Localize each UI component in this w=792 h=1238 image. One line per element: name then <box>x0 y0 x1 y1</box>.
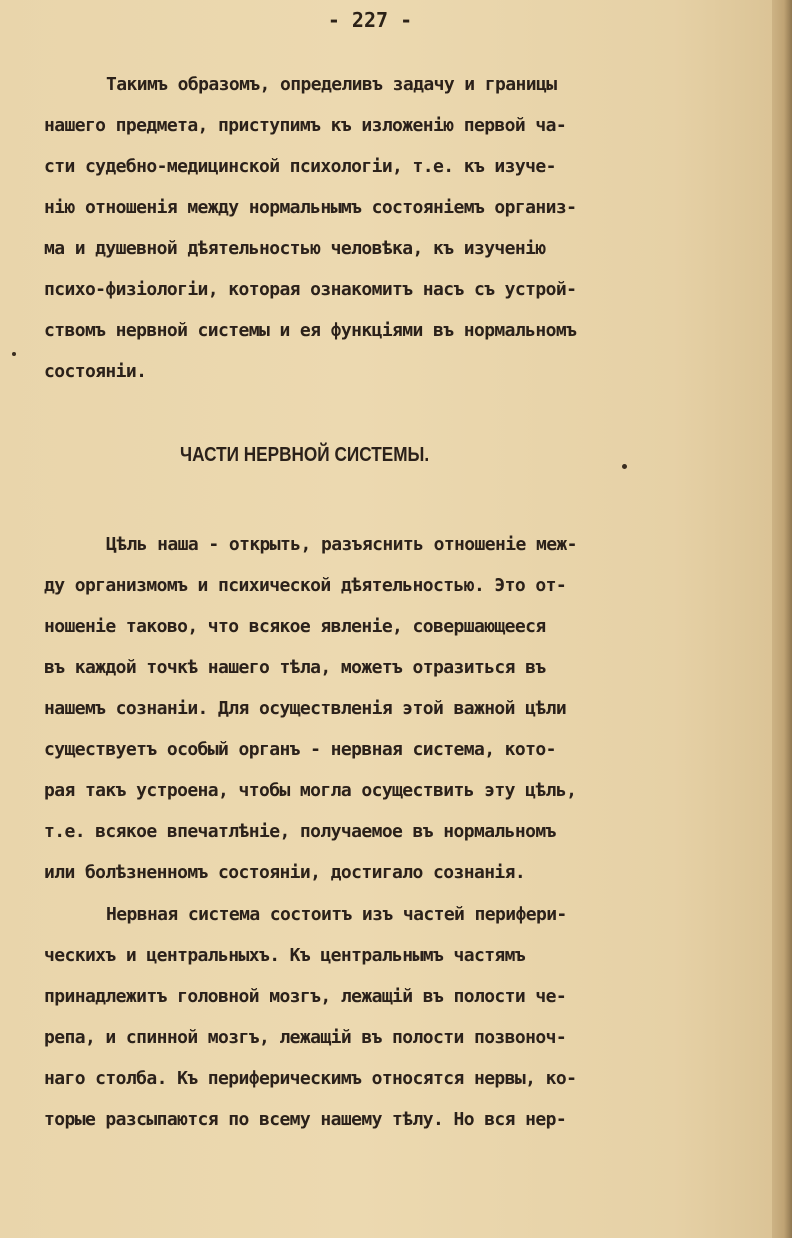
text-line: принадлежитъ головной мозгъ, лежащій въ полости че- <box>44 986 567 1007</box>
text-line: существуетъ особый органъ - нервная система, кото- <box>44 739 556 760</box>
section-heading: ЧАСТИ НЕРВНОЙ СИСТЕМЫ. <box>180 444 430 466</box>
text-line: ческихъ и центральныхъ. Къ центральнымъ частямъ <box>44 945 526 966</box>
ink-speck <box>622 464 627 469</box>
text-line: т.е. всякое впечатлѣніе, получаемое въ нормальномъ <box>44 821 556 842</box>
text-line: нашемъ сознаніи. Для осуществленія этой важной цѣли <box>44 698 567 719</box>
text-line: торые разсыпаются по всему нашему тѣлу. Но вся нер- <box>44 1109 567 1130</box>
ink-speck <box>12 352 16 356</box>
text-line: ствомъ нервной системы и ея функціями въ нормальномъ <box>44 320 577 341</box>
paragraph-intro <box>44 64 704 392</box>
text-line: наго столба. Къ периферическимъ относятся нервы, ко- <box>44 1068 577 1089</box>
page-number: - 227 - <box>327 8 413 32</box>
text-line: ма и душевной дѣятельностью человѣка, къ изученію <box>44 238 546 259</box>
text-line: состояніи. <box>44 361 147 382</box>
page-edge <box>772 0 792 1238</box>
text-line: ду организмомъ и психической дѣятельностью. Это от- <box>44 575 567 596</box>
text-line: рая такъ устроена, чтобы могла осуществить эту цѣль, <box>44 780 577 801</box>
text-line: Такимъ образомъ, определивъ задачу и границы <box>106 74 557 95</box>
text-line: ношеніе таково, что всякое явленіе, совершающееся <box>44 616 546 637</box>
text-line: нію отношенія между нормальнымъ состояніемъ организ- <box>44 197 577 218</box>
text-line: Нервная система состоитъ изъ частей перифери- <box>106 904 567 925</box>
text-line: или болѣзненномъ состояніи, достигало сознанія. <box>44 862 526 883</box>
paragraph-parts <box>44 894 704 1140</box>
text-line: сти судебно-медицинской психологіи, т.е. къ изуче- <box>44 156 556 177</box>
paragraph-purpose <box>44 524 704 893</box>
text-line: психо-физіологіи, которая ознакомитъ насъ съ устрой- <box>44 279 577 300</box>
text-line: нашего предмета, приступимъ къ изложенію первой ча- <box>44 115 567 136</box>
text-line: Цѣль наша - открыть, разъяснить отношеніе меж- <box>106 534 577 555</box>
text-line: въ каждой точкѣ нашего тѣла, можетъ отразиться въ <box>44 657 546 678</box>
text-line: репа, и спинной мозгъ, лежащій въ полости позвоноч- <box>44 1027 567 1048</box>
